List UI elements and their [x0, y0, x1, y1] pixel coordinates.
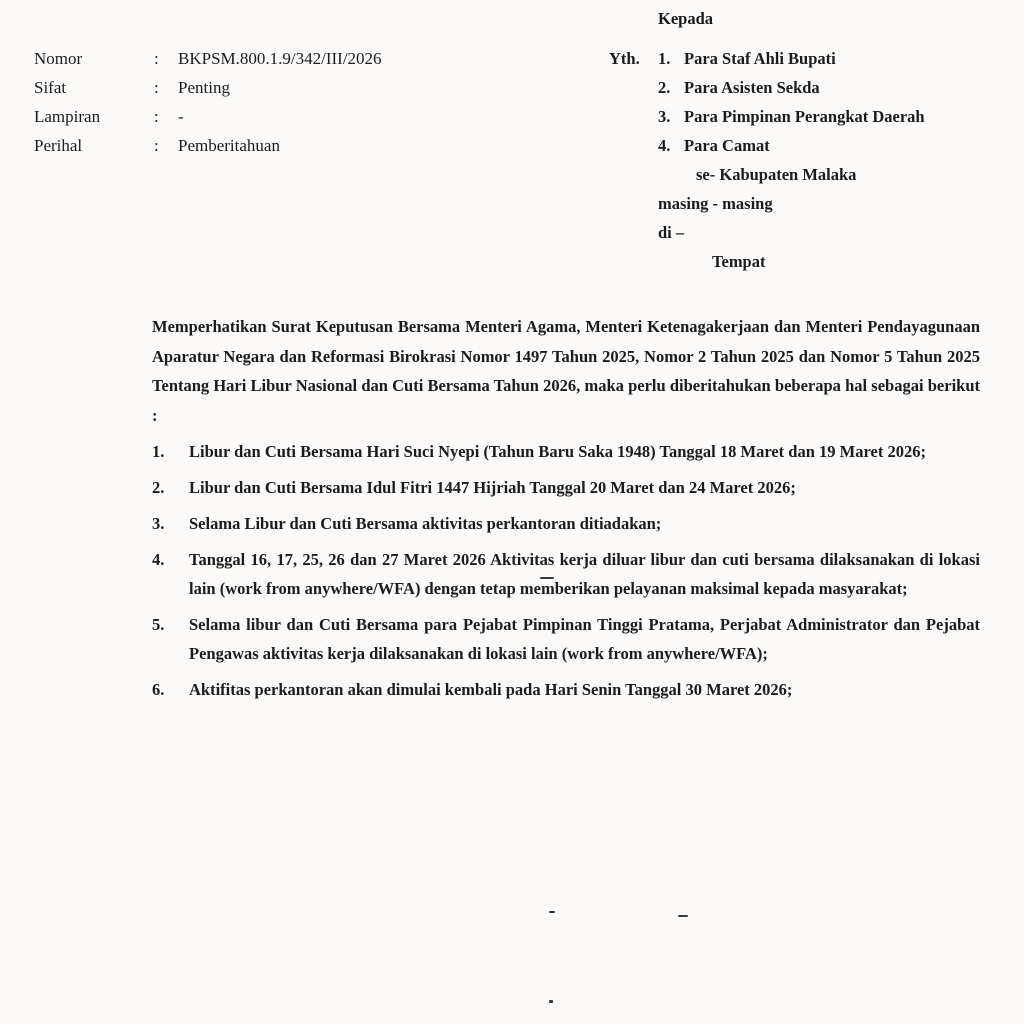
- list-item: [152, 545, 980, 603]
- recipient-item: [658, 73, 925, 102]
- tempat-text: Tempat: [712, 252, 766, 271]
- point-text: Libur dan Cuti Bersama Hari Suci Nyepi (Tahun Baru Saka 1948) Tanggal 18 Maret dan 19 Maret 2026;: [189, 442, 926, 461]
- recipient-item: [658, 102, 925, 131]
- meta-row-lampiran: [34, 102, 382, 131]
- meta-colon: :: [154, 136, 159, 155]
- point-text: Aktifitas perkantoran akan dimulai kembali pada Hari Senin Tanggal 30 Maret 2026;: [189, 680, 793, 699]
- recipient-text: Para Pimpinan Perangkat Daerah: [684, 107, 925, 126]
- meta-value: -: [178, 107, 184, 126]
- recipient-scope: se- Kabupaten Malaka: [696, 165, 857, 184]
- recipient-number: 3.: [658, 107, 671, 126]
- kepada-label: Kepada: [658, 9, 714, 28]
- yth-label: Yth.: [609, 49, 640, 68]
- list-item: [152, 509, 980, 538]
- masing-masing-text: masing - masing: [658, 194, 773, 213]
- point-number: 2.: [152, 478, 165, 497]
- meta-colon: :: [154, 49, 159, 68]
- list-item: [152, 675, 980, 704]
- recipient-text: Para Staf Ahli Bupati: [684, 49, 836, 68]
- recipient-number: 1.: [658, 49, 671, 68]
- meta-label: Sifat: [34, 78, 67, 97]
- point-text: Selama Libur dan Cuti Bersama aktivitas perkantoran ditiadakan;: [189, 514, 662, 533]
- recipient-item: [658, 44, 925, 73]
- point-text: Selama libur dan Cuti Bersama para Pejabat Pimpinan Tinggi Pratama, Perjabat Administrator dan Pejabat Pengawas aktivitas kerja dilaksanakan di lokasi lain (work from anywhere/WFA);: [189, 615, 980, 663]
- meta-row-perihal: [34, 131, 382, 160]
- point-number: 5.: [152, 615, 165, 634]
- point-number: 4.: [152, 550, 165, 569]
- meta-colon: :: [154, 107, 159, 126]
- meta-row-nomor: [34, 44, 382, 73]
- scan-speck: [678, 915, 688, 917]
- letter-meta: [34, 44, 382, 160]
- scan-speck: [540, 577, 554, 579]
- recipient-text: Para Camat: [684, 136, 770, 155]
- list-item: [152, 610, 980, 668]
- point-text: Tanggal 16, 17, 25, 26 dan 27 Maret 2026 Aktivitas kerja diluar libur dan cuti bersama dilaksanakan di lokasi lain (work from anywhere/WFA) dengan tetap memberikan pelayanan maksimal kepada masyarakat;: [189, 550, 980, 598]
- recipient-number: 4.: [658, 136, 671, 155]
- meta-label: Nomor: [34, 49, 83, 68]
- point-text: Libur dan Cuti Bersama Idul Fitri 1447 Hijriah Tanggal 20 Maret dan 24 Maret 2026;: [189, 478, 796, 497]
- letter-body: [152, 312, 980, 711]
- intro-paragraph: Memperhatikan Surat Keputusan Bersama Menteri Agama, Menteri Ketenagakerjaan dan Menteri Pendayagunaan Aparatur Negara dan Reformasi Birokrasi Nomor 1497 Tahun 2025, Nomor 2 Tahun 2025 dan Nomor 5 Tahun 2025 Tentang Hari Libur Nasional dan Cuti Bersama Tahun 2026, maka perlu diberitahukan beberapa hal sebagai berikut :: [152, 317, 980, 425]
- meta-row-sifat: [34, 73, 382, 102]
- recipient-block: [658, 44, 925, 276]
- scan-speck: [549, 1000, 553, 1003]
- point-number: 6.: [152, 680, 165, 699]
- points-list: [152, 437, 980, 704]
- list-item: [152, 437, 980, 466]
- point-number: 3.: [152, 514, 165, 533]
- meta-label: Lampiran: [34, 107, 101, 126]
- meta-value: Penting: [178, 78, 230, 97]
- list-item: [152, 473, 980, 502]
- meta-colon: :: [154, 78, 159, 97]
- meta-value: Pemberitahuan: [178, 136, 280, 155]
- recipient-item: [658, 131, 925, 160]
- di-text: di –: [658, 223, 685, 242]
- meta-value: BKPSM.800.1.9/342/III/2026: [178, 49, 382, 68]
- scan-speck: [549, 911, 555, 913]
- meta-label: Perihal: [34, 136, 83, 155]
- point-number: 1.: [152, 442, 165, 461]
- recipient-number: 2.: [658, 78, 671, 97]
- recipient-text: Para Asisten Sekda: [684, 78, 820, 97]
